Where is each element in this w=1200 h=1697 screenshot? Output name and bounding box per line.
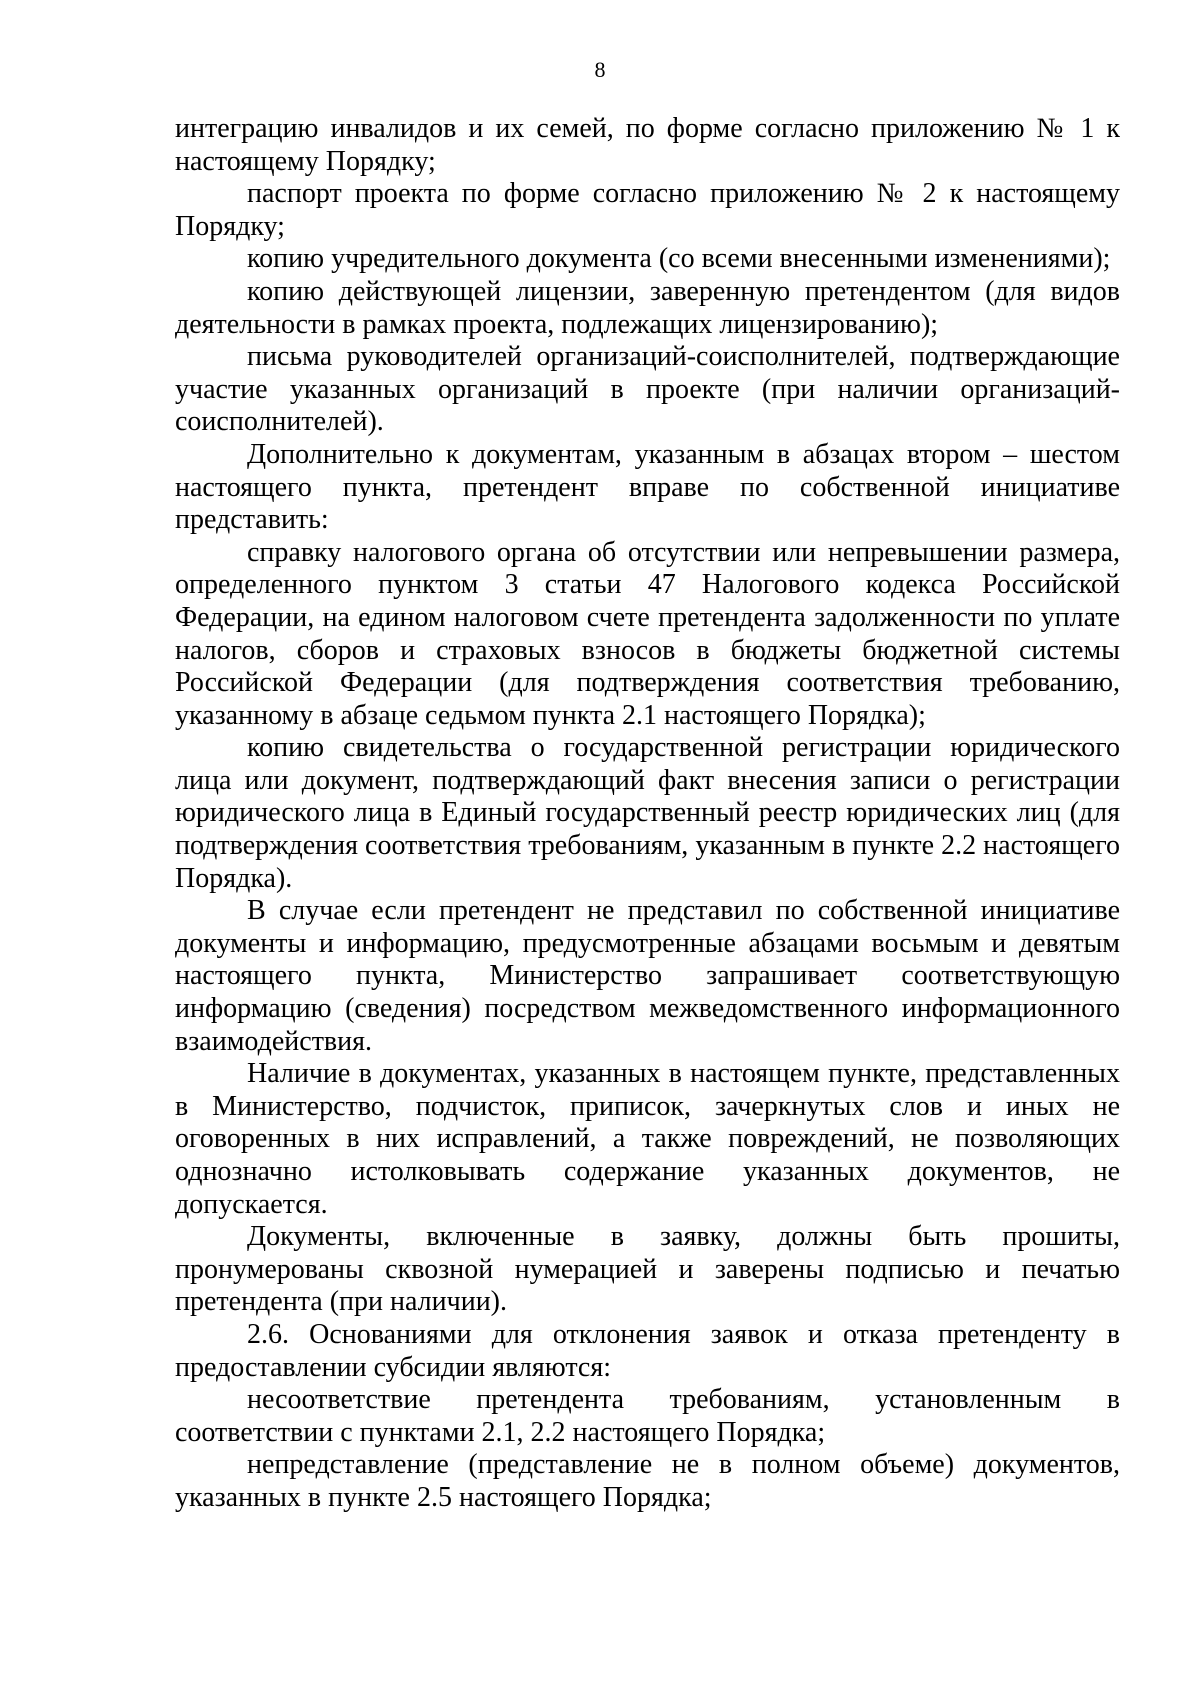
paragraph-co-executor-letters: письма руководителей организаций-соисполнителей, подтверждающие участие указанных организаций в проекте (при наличии организаций-соисполнителей). <box>175 341 1120 438</box>
paragraph-founding-document: копию учредительного документа (со всеми внесенными изменениями); <box>247 243 1111 275</box>
paragraph-additional-documents: Дополнительно к документам, указанным в абзацах втором – шестом настоящего пункта, претендент вправе по собственной инициативе представить: <box>175 438 1120 536</box>
paragraph-tax-certificate: справку налогового органа об отсутствии или непревышении размера, определенного пунктом 3 статьи 47 Налогового кодекса Российской Федерации, на едином налоговом счете претендента задолженности по уплате налогов, сборов и страховых взносов в бюджеты бюджетной системы Российской Федерации (для подтверждения соответствия требованию, указанному в абзаце седьмом пункта 2.1 настоящего Порядка); <box>175 536 1120 731</box>
paragraph-project-passport: паспорт проекта по форме согласно приложению № 2 к настоящему Порядку; <box>175 178 1120 242</box>
paragraph-interagency-request: В случае если претендент не представил по собственной инициативе документы и информацию, предусмотренные абзацами восьмым и девятым настоящего пункта, Министерство запрашивает соответствующую информацию (сведения) посредством межведомственного информационного взаимодействия. <box>175 895 1120 1057</box>
paragraph-incomplete-documents: непредставление (представление не в полном объеме) документов, указанных в пункте 2.5 настоящего Порядка; <box>175 1449 1120 1513</box>
page-number: 8 <box>594 57 606 82</box>
paragraph-section-2-6: 2.6. Основаниями для отклонения заявок и отказа претенденту в предоставлении субсидии являются: <box>175 1318 1120 1383</box>
paragraph-license-copy: копию действующей лицензии, заверенную претендентом (для видов деятельности в рамках проекта, подлежащих лицензированию); <box>175 275 1120 340</box>
document-body <box>175 113 1120 1515</box>
paragraph-requirements-mismatch: несоответствие претендента требованиям, установленным в соответствии с пунктами 2.1, 2.2 настоящего Порядка; <box>175 1384 1120 1448</box>
paragraph-registration-certificate: копию свидетельства о государственной регистрации юридического лица или документ, подтверждающий факт внесения записи о регистрации юридического лица в Единый государственный реестр юридических лиц (для подтверждения соответствия требованиям, указанным в пункте 2.2 настоящего Порядка). <box>175 732 1120 894</box>
paragraph-documents-binding: Документы, включенные в заявку, должны быть прошиты, пронумерованы сквозной нумерацией и заверены подписью и печатью претендента (при наличии). <box>175 1221 1120 1318</box>
paragraph-corrections-not-allowed: Наличие в документах, указанных в настоящем пункте, представленных в Министерство, подчисток, приписок, зачеркнутых слов и иных не оговоренных в них исправлений, а также повреждений, не позволяющих однозначно истолковывать содержание указанных документов, не допускается. <box>175 1058 1120 1220</box>
paragraph-continuation: интеграцию инвалидов и их семей, по форме согласно приложению № 1 к настоящему Порядку; <box>175 113 1120 177</box>
